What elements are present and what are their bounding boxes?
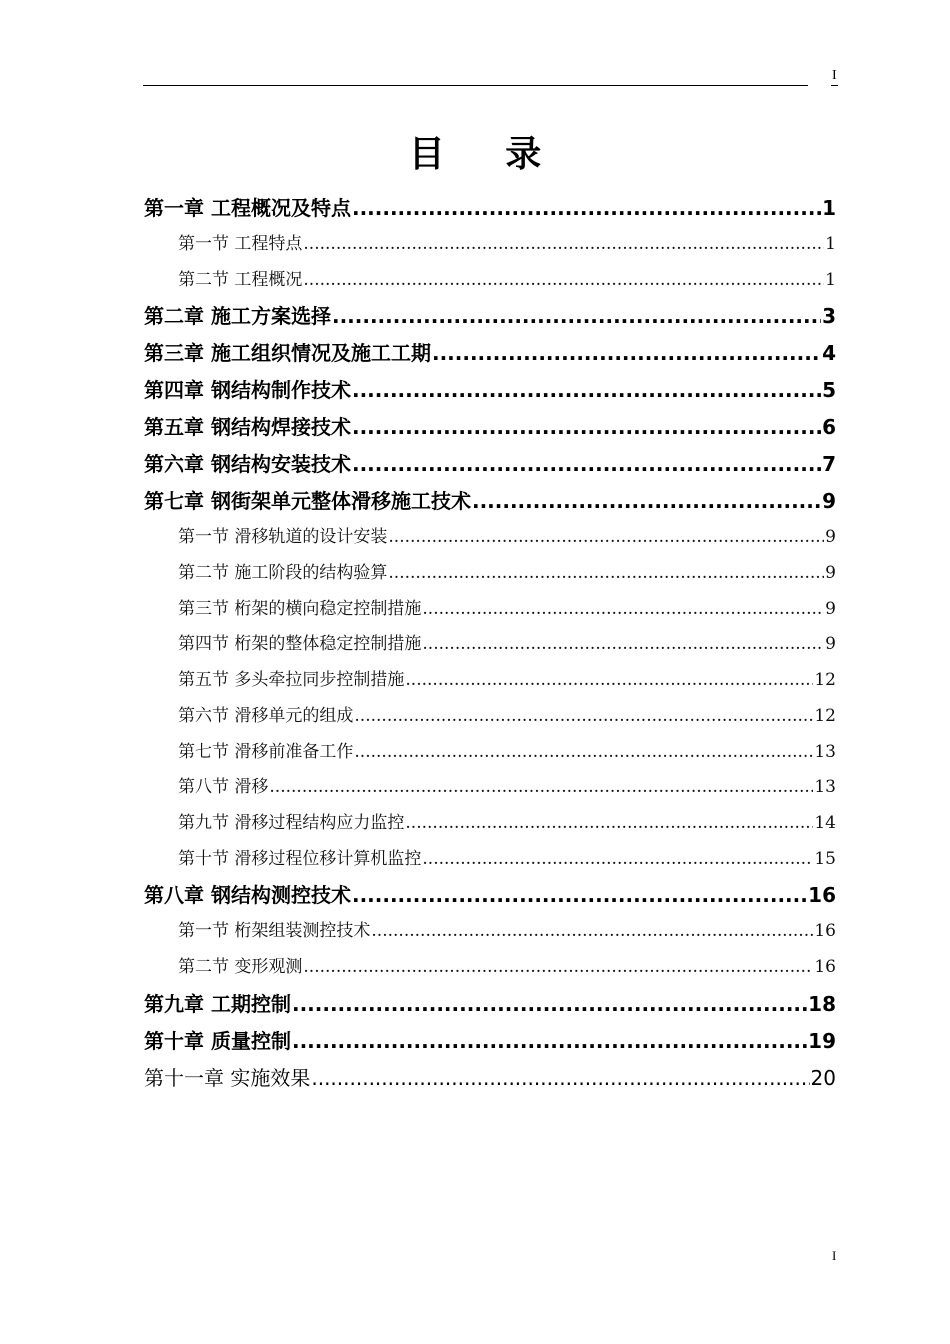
dot-leader: [352, 409, 821, 446]
toc-entry-label: 第一节 工程特点: [178, 234, 303, 254]
toc-entry-label: 第一节 桁架组装测控技术: [178, 921, 371, 942]
dot-leader: [292, 986, 807, 1023]
dot-leader: [332, 298, 821, 335]
toc-entry-page-number: 12: [814, 670, 836, 691]
toc-entry-label: 第十节 滑移过程位移计算机监控: [178, 848, 422, 869]
dot-leader: [472, 483, 821, 520]
toc-entry-page-number: 9: [822, 489, 836, 514]
toc-chapter-entry[interactable]: [144, 1023, 836, 1060]
toc-section-entry[interactable]: [144, 770, 836, 806]
dot-leader: [352, 877, 807, 914]
dot-leader: [303, 263, 824, 299]
toc-entry-label: 第八章 钢结构测控技术: [144, 883, 351, 908]
toc-entry-page-number: 6: [822, 415, 836, 440]
dot-leader: [303, 227, 824, 263]
header-page-number: I: [832, 68, 837, 83]
toc-entry-page-number: 5: [822, 378, 836, 403]
dot-leader: [422, 627, 824, 663]
toc-entry-label: 第七节 滑移前准备工作: [178, 741, 354, 762]
toc-entry-page-number: 14: [814, 812, 836, 833]
dot-leader: [422, 592, 824, 628]
dot-leader: [292, 1023, 807, 1060]
toc-section-entry[interactable]: [144, 842, 836, 878]
toc-entry-label: 第三节 桁架的横向稳定控制措施: [178, 598, 422, 619]
toc-entry-page-number: 16: [814, 921, 836, 942]
header-rule: [143, 85, 808, 86]
dot-leader: [269, 770, 813, 806]
table-of-contents: [144, 190, 836, 1097]
dot-leader: [352, 446, 821, 483]
toc-entry-label: 第九章 工期控制: [144, 991, 291, 1016]
toc-section-entry[interactable]: [144, 592, 836, 628]
toc-section-entry[interactable]: [144, 806, 836, 842]
toc-entry-label: 第一节 滑移轨道的设计安装: [178, 527, 388, 548]
header-page-underline: [831, 85, 838, 86]
toc-section-entry[interactable]: [144, 520, 836, 556]
toc-section-entry[interactable]: [144, 263, 836, 299]
toc-entry-page-number: 9: [825, 598, 836, 619]
toc-entry-page-number: 12: [814, 705, 836, 726]
toc-entry-label: 第十一章 实施效果: [144, 1065, 311, 1090]
toc-section-entry[interactable]: [144, 950, 836, 986]
toc-section-entry[interactable]: [144, 627, 836, 663]
toc-entry-label: 第九节 滑移过程结构应力监控: [178, 812, 405, 833]
toc-entry-label: 第二节 工程概况: [178, 269, 303, 290]
toc-chapter-entry[interactable]: [144, 446, 836, 483]
dot-leader: [354, 699, 813, 735]
toc-entry-label: 第六章 钢结构安装技术: [144, 452, 351, 477]
toc-chapter-entry[interactable]: [144, 190, 836, 227]
toc-entry-page-number: 9: [825, 563, 836, 584]
toc-entry-page-number: 19: [808, 1028, 836, 1053]
toc-section-entry[interactable]: [144, 914, 836, 950]
dot-leader: [388, 520, 824, 556]
toc-entry-page-number: 20: [810, 1065, 836, 1090]
dot-leader: [371, 914, 813, 950]
toc-entry-label: 第六节 滑移单元的组成: [178, 705, 354, 726]
toc-entry-page-number: 16: [808, 883, 836, 908]
toc-entry-page-number: 1: [822, 196, 836, 220]
dot-leader: [352, 372, 821, 409]
toc-entry-label: 第四节 桁架的整体稳定控制措施: [178, 634, 422, 655]
toc-entry-label: 第一章 工程概况及特点: [144, 196, 351, 220]
toc-entry-label: 第七章 钢街架单元整体滑移施工技术: [144, 489, 471, 514]
dot-leader: [311, 1060, 809, 1097]
dot-leader: [388, 556, 824, 592]
toc-entry-label: 第十章 质量控制: [144, 1028, 291, 1053]
footer-page-number: I: [832, 1248, 837, 1263]
toc-entry-page-number: 15: [814, 848, 836, 869]
toc-entry-page-number: 3: [822, 304, 836, 329]
toc-entry-label: 第五节 多头牵拉同步控制措施: [178, 670, 405, 691]
dot-leader: [422, 842, 813, 878]
toc-entry-label: 第三章 施工组织情况及施工工期: [144, 341, 431, 366]
dot-leader: [352, 190, 821, 227]
toc-entry-label: 第二节 施工阶段的结构验算: [178, 563, 388, 584]
toc-chapter-entry[interactable]: [144, 483, 836, 520]
toc-entry-page-number: 9: [825, 634, 836, 655]
toc-section-entry[interactable]: [144, 699, 836, 735]
toc-entry-page-number: 16: [814, 956, 836, 977]
toc-entry-page-number: 1: [825, 234, 836, 254]
toc-entry-page-number: 7: [822, 452, 836, 477]
toc-entry-page-number: 1: [825, 269, 836, 290]
dot-leader: [405, 663, 813, 699]
toc-entry-label: 第二节 变形观测: [178, 956, 303, 977]
toc-chapter-entry[interactable]: [144, 1060, 836, 1097]
toc-entry-page-number: 4: [822, 341, 836, 366]
toc-entry-page-number: 13: [814, 741, 836, 762]
toc-chapter-entry[interactable]: [144, 986, 836, 1023]
dot-leader: [303, 950, 813, 986]
toc-chapter-entry[interactable]: [144, 877, 836, 914]
toc-entry-page-number: 13: [814, 777, 836, 798]
toc-section-entry[interactable]: [144, 735, 836, 771]
toc-chapter-entry[interactable]: [144, 298, 836, 335]
toc-entry-label: 第八节 滑移: [178, 777, 269, 798]
dot-leader: [405, 806, 813, 842]
toc-entry-label: 第五章 钢结构焊接技术: [144, 415, 351, 440]
toc-entry-label: 第二章 施工方案选择: [144, 304, 331, 329]
dot-leader: [432, 335, 821, 372]
toc-chapter-entry[interactable]: [144, 335, 836, 372]
toc-section-entry[interactable]: [144, 556, 836, 592]
toc-entry-label: 第四章 钢结构制作技术: [144, 378, 351, 403]
toc-entry-page-number: 18: [808, 991, 836, 1016]
toc-entry-page-number: 9: [825, 527, 836, 548]
toc-chapter-entry[interactable]: [144, 372, 836, 409]
toc-section-entry[interactable]: [144, 227, 836, 263]
toc-chapter-entry[interactable]: [144, 409, 836, 446]
toc-section-entry[interactable]: [144, 663, 836, 699]
dot-leader: [354, 735, 813, 771]
page-title: 目 录: [408, 134, 566, 175]
